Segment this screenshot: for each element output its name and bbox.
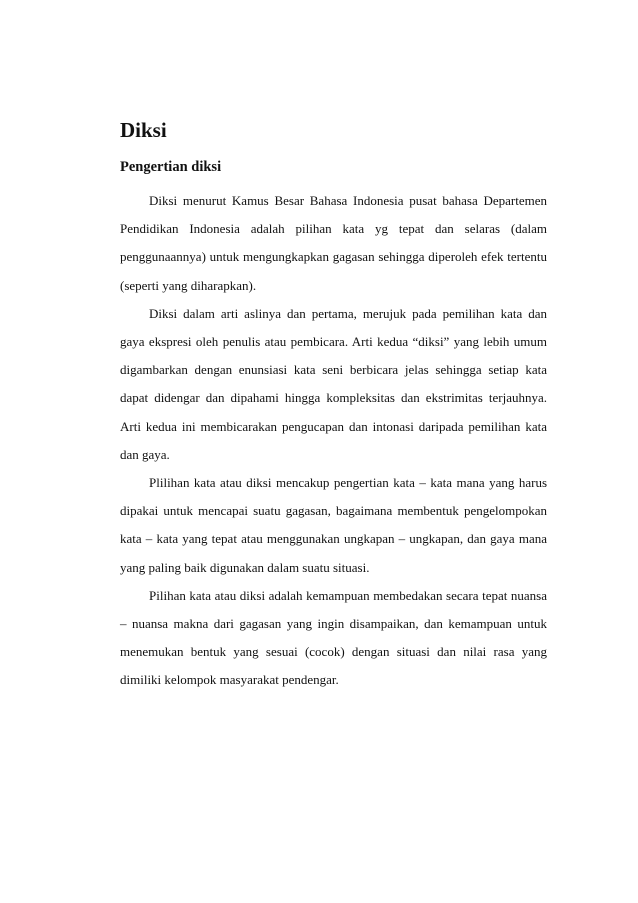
paragraph-4: Pilihan kata atau diksi adalah kemampuan membedakan secara tepat nuansa – nuansa makna dari gagasan yang ingin disampaikan, dan kemampuan untuk menemukan bentuk yang sesuai (cocok) dengan situasi dan nilai rasa yang dimiliki kelompok masyarakat pendengar. [120,587,547,688]
paragraph-1: Diksi menurut Kamus Besar Bahasa Indonesia pusat bahasa Departemen Pendidikan Indonesia adalah pilihan kata yg tepat dan selaras (dalam penggunaannya) untuk mengungkapkan gagasan sehingga diperoleh efek tertentu (seperti yang diharapkan). [120,193,547,293]
paragraph-3: Plilihan kata atau diksi mencakup pengertian kata – kata mana yang harus dipakai untuk mencapai suatu gagasan, bagaimana membentuk pengelompokan kata – kata yang tepat atau menggunakan ungkapan – ungkapan, dan gaya mana yang paling baik digunakan dalam suatu situasi. [120,475,547,575]
document-title: Diksi [120,118,167,142]
paragraph-2: Diksi dalam arti aslinya dan pertama, merujuk pada pemilihan kata dan gaya ekspresi oleh penulis atau pembicara. Arti kedua “diksi” yang lebih umum digambarkan dengan enunsiasi kata seni berbicara jelas sehingga setiap kata dapat didengar dan dipahami hingga kompleksitas dan ekstrimitas terjauhnya. Arti kedua ini membicarakan pengucapan dan intonasi daripada pemilihan kata dan gaya. [120,305,547,462]
page-content [120,116,547,695]
section-heading: Pengertian diksi [120,159,222,175]
